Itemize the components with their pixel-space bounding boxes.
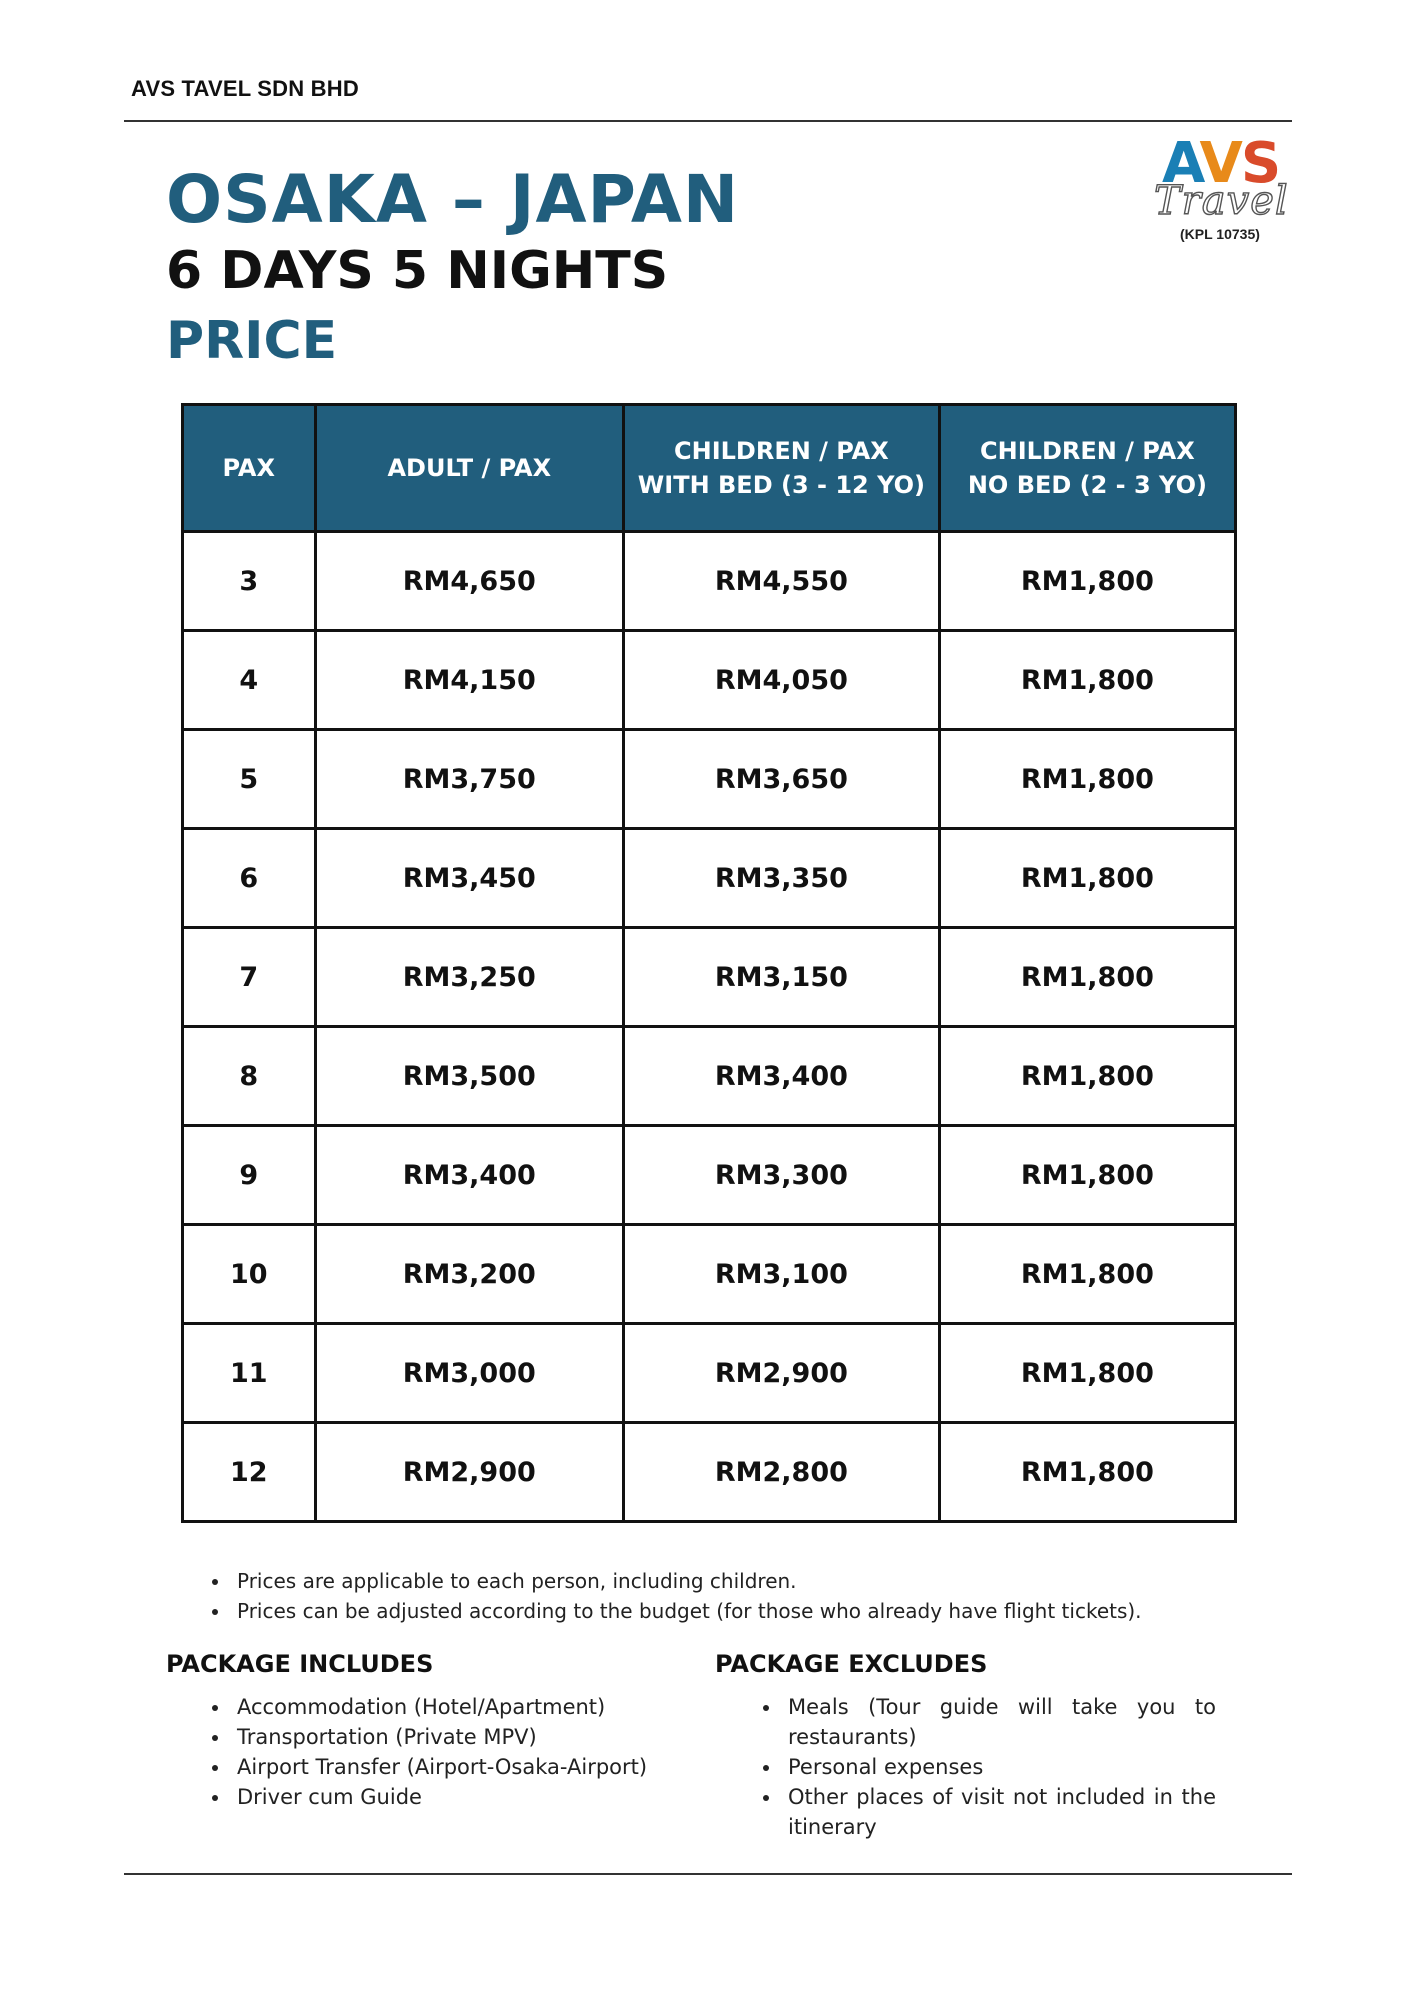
cell-adult: RM3,400 bbox=[315, 1126, 623, 1225]
header-with-bed-line1: CHILDREN / PAX bbox=[674, 437, 889, 465]
logo-letter-s: S bbox=[1240, 131, 1280, 196]
cell-adult: RM3,200 bbox=[315, 1225, 623, 1324]
cell-children-no-bed: RM1,800 bbox=[939, 1423, 1235, 1522]
cell-pax: 7 bbox=[183, 928, 316, 1027]
price-table-body bbox=[183, 532, 1236, 1522]
cell-children-with-bed: RM3,100 bbox=[623, 1225, 939, 1324]
cell-adult: RM3,450 bbox=[315, 829, 623, 928]
table-row bbox=[183, 1126, 1236, 1225]
exclude-item: Personal expenses bbox=[758, 1752, 1216, 1782]
package-includes-title: PACKAGE INCLUDES bbox=[166, 1650, 434, 1678]
header-adult: ADULT / PAX bbox=[315, 405, 623, 532]
cell-pax: 5 bbox=[183, 730, 316, 829]
cell-children-no-bed: RM1,800 bbox=[939, 730, 1235, 829]
note-item: Prices are applicable to each person, including children. bbox=[207, 1566, 1267, 1596]
cell-children-with-bed: RM3,300 bbox=[623, 1126, 939, 1225]
cell-children-with-bed: RM4,550 bbox=[623, 532, 939, 631]
cell-children-no-bed: RM1,800 bbox=[939, 1027, 1235, 1126]
price-notes bbox=[207, 1566, 1267, 1626]
cell-children-no-bed: RM1,800 bbox=[939, 631, 1235, 730]
cell-children-no-bed: RM1,800 bbox=[939, 928, 1235, 1027]
cell-children-no-bed: RM1,800 bbox=[939, 1324, 1235, 1423]
table-row bbox=[183, 1423, 1236, 1522]
include-item: Driver cum Guide bbox=[207, 1782, 687, 1812]
price-heading: PRICE bbox=[166, 311, 338, 371]
cell-adult: RM4,650 bbox=[315, 532, 623, 631]
cell-children-with-bed: RM4,050 bbox=[623, 631, 939, 730]
exclude-item: Meals (Tour guide will take you to restaurants) bbox=[758, 1692, 1216, 1752]
cell-children-with-bed: RM3,150 bbox=[623, 928, 939, 1027]
cell-pax: 12 bbox=[183, 1423, 316, 1522]
cell-children-with-bed: RM2,900 bbox=[623, 1324, 939, 1423]
package-excludes-list bbox=[758, 1692, 1216, 1842]
header-pax: PAX bbox=[183, 405, 316, 532]
cell-children-with-bed: RM2,800 bbox=[623, 1423, 939, 1522]
cell-adult: RM3,000 bbox=[315, 1324, 623, 1423]
logo-letter-a: A bbox=[1162, 131, 1200, 196]
include-item: Airport Transfer (Airport-Osaka-Airport) bbox=[207, 1752, 687, 1782]
cell-pax: 3 bbox=[183, 532, 316, 631]
cell-children-with-bed: RM3,350 bbox=[623, 829, 939, 928]
cell-adult: RM3,750 bbox=[315, 730, 623, 829]
include-item: Transportation (Private MPV) bbox=[207, 1722, 687, 1752]
header-with-bed-line2: WITH BED (3 - 12 YO) bbox=[637, 471, 925, 499]
cell-pax: 9 bbox=[183, 1126, 316, 1225]
cell-children-no-bed: RM1,800 bbox=[939, 532, 1235, 631]
avs-travel-logo bbox=[1150, 131, 1300, 246]
header-no-bed-line1: CHILDREN / PAX bbox=[980, 437, 1195, 465]
include-item: Accommodation (Hotel/Apartment) bbox=[207, 1692, 687, 1722]
cell-children-no-bed: RM1,800 bbox=[939, 1126, 1235, 1225]
price-table bbox=[181, 403, 1237, 1523]
exclude-item: Other places of visit not included in the itinerary bbox=[758, 1782, 1216, 1842]
header-children-no-bed bbox=[939, 405, 1235, 532]
header-no-bed-line2: NO BED (2 - 3 YO) bbox=[967, 471, 1207, 499]
cell-pax: 11 bbox=[183, 1324, 316, 1423]
package-includes-list bbox=[207, 1692, 687, 1812]
table-row bbox=[183, 631, 1236, 730]
destination-title: OSAKA – JAPAN bbox=[166, 161, 740, 238]
cell-children-no-bed: RM1,800 bbox=[939, 829, 1235, 928]
header-divider bbox=[124, 120, 1292, 122]
cell-adult: RM4,150 bbox=[315, 631, 623, 730]
table-row bbox=[183, 829, 1236, 928]
cell-adult: RM3,500 bbox=[315, 1027, 623, 1126]
company-name: AVS TAVEL SDN BHD bbox=[131, 76, 359, 101]
cell-children-with-bed: RM3,650 bbox=[623, 730, 939, 829]
table-row bbox=[183, 928, 1236, 1027]
logo-letter-v: V bbox=[1199, 131, 1241, 196]
table-row bbox=[183, 730, 1236, 829]
cell-pax: 6 bbox=[183, 829, 316, 928]
price-table-header bbox=[183, 405, 1236, 532]
cell-adult: RM2,900 bbox=[315, 1423, 623, 1522]
table-row bbox=[183, 1225, 1236, 1324]
cell-pax: 10 bbox=[183, 1225, 316, 1324]
package-excludes-title: PACKAGE EXCLUDES bbox=[715, 1650, 988, 1678]
table-row bbox=[183, 1324, 1236, 1423]
cell-children-no-bed: RM1,800 bbox=[939, 1225, 1235, 1324]
logo-script: Travel bbox=[1154, 178, 1289, 224]
cell-children-with-bed: RM3,400 bbox=[623, 1027, 939, 1126]
header-children-with-bed bbox=[623, 405, 939, 532]
note-item: Prices can be adjusted according to the budget (for those who already have flight tickets). bbox=[207, 1596, 1267, 1626]
table-row bbox=[183, 1027, 1236, 1126]
cell-pax: 8 bbox=[183, 1027, 316, 1126]
cell-adult: RM3,250 bbox=[315, 928, 623, 1027]
license-number: (KPL 10735) bbox=[1180, 226, 1260, 242]
footer-divider bbox=[124, 1873, 1292, 1875]
duration-title: 6 DAYS 5 NIGHTS bbox=[166, 241, 669, 301]
table-row bbox=[183, 532, 1236, 631]
cell-pax: 4 bbox=[183, 631, 316, 730]
